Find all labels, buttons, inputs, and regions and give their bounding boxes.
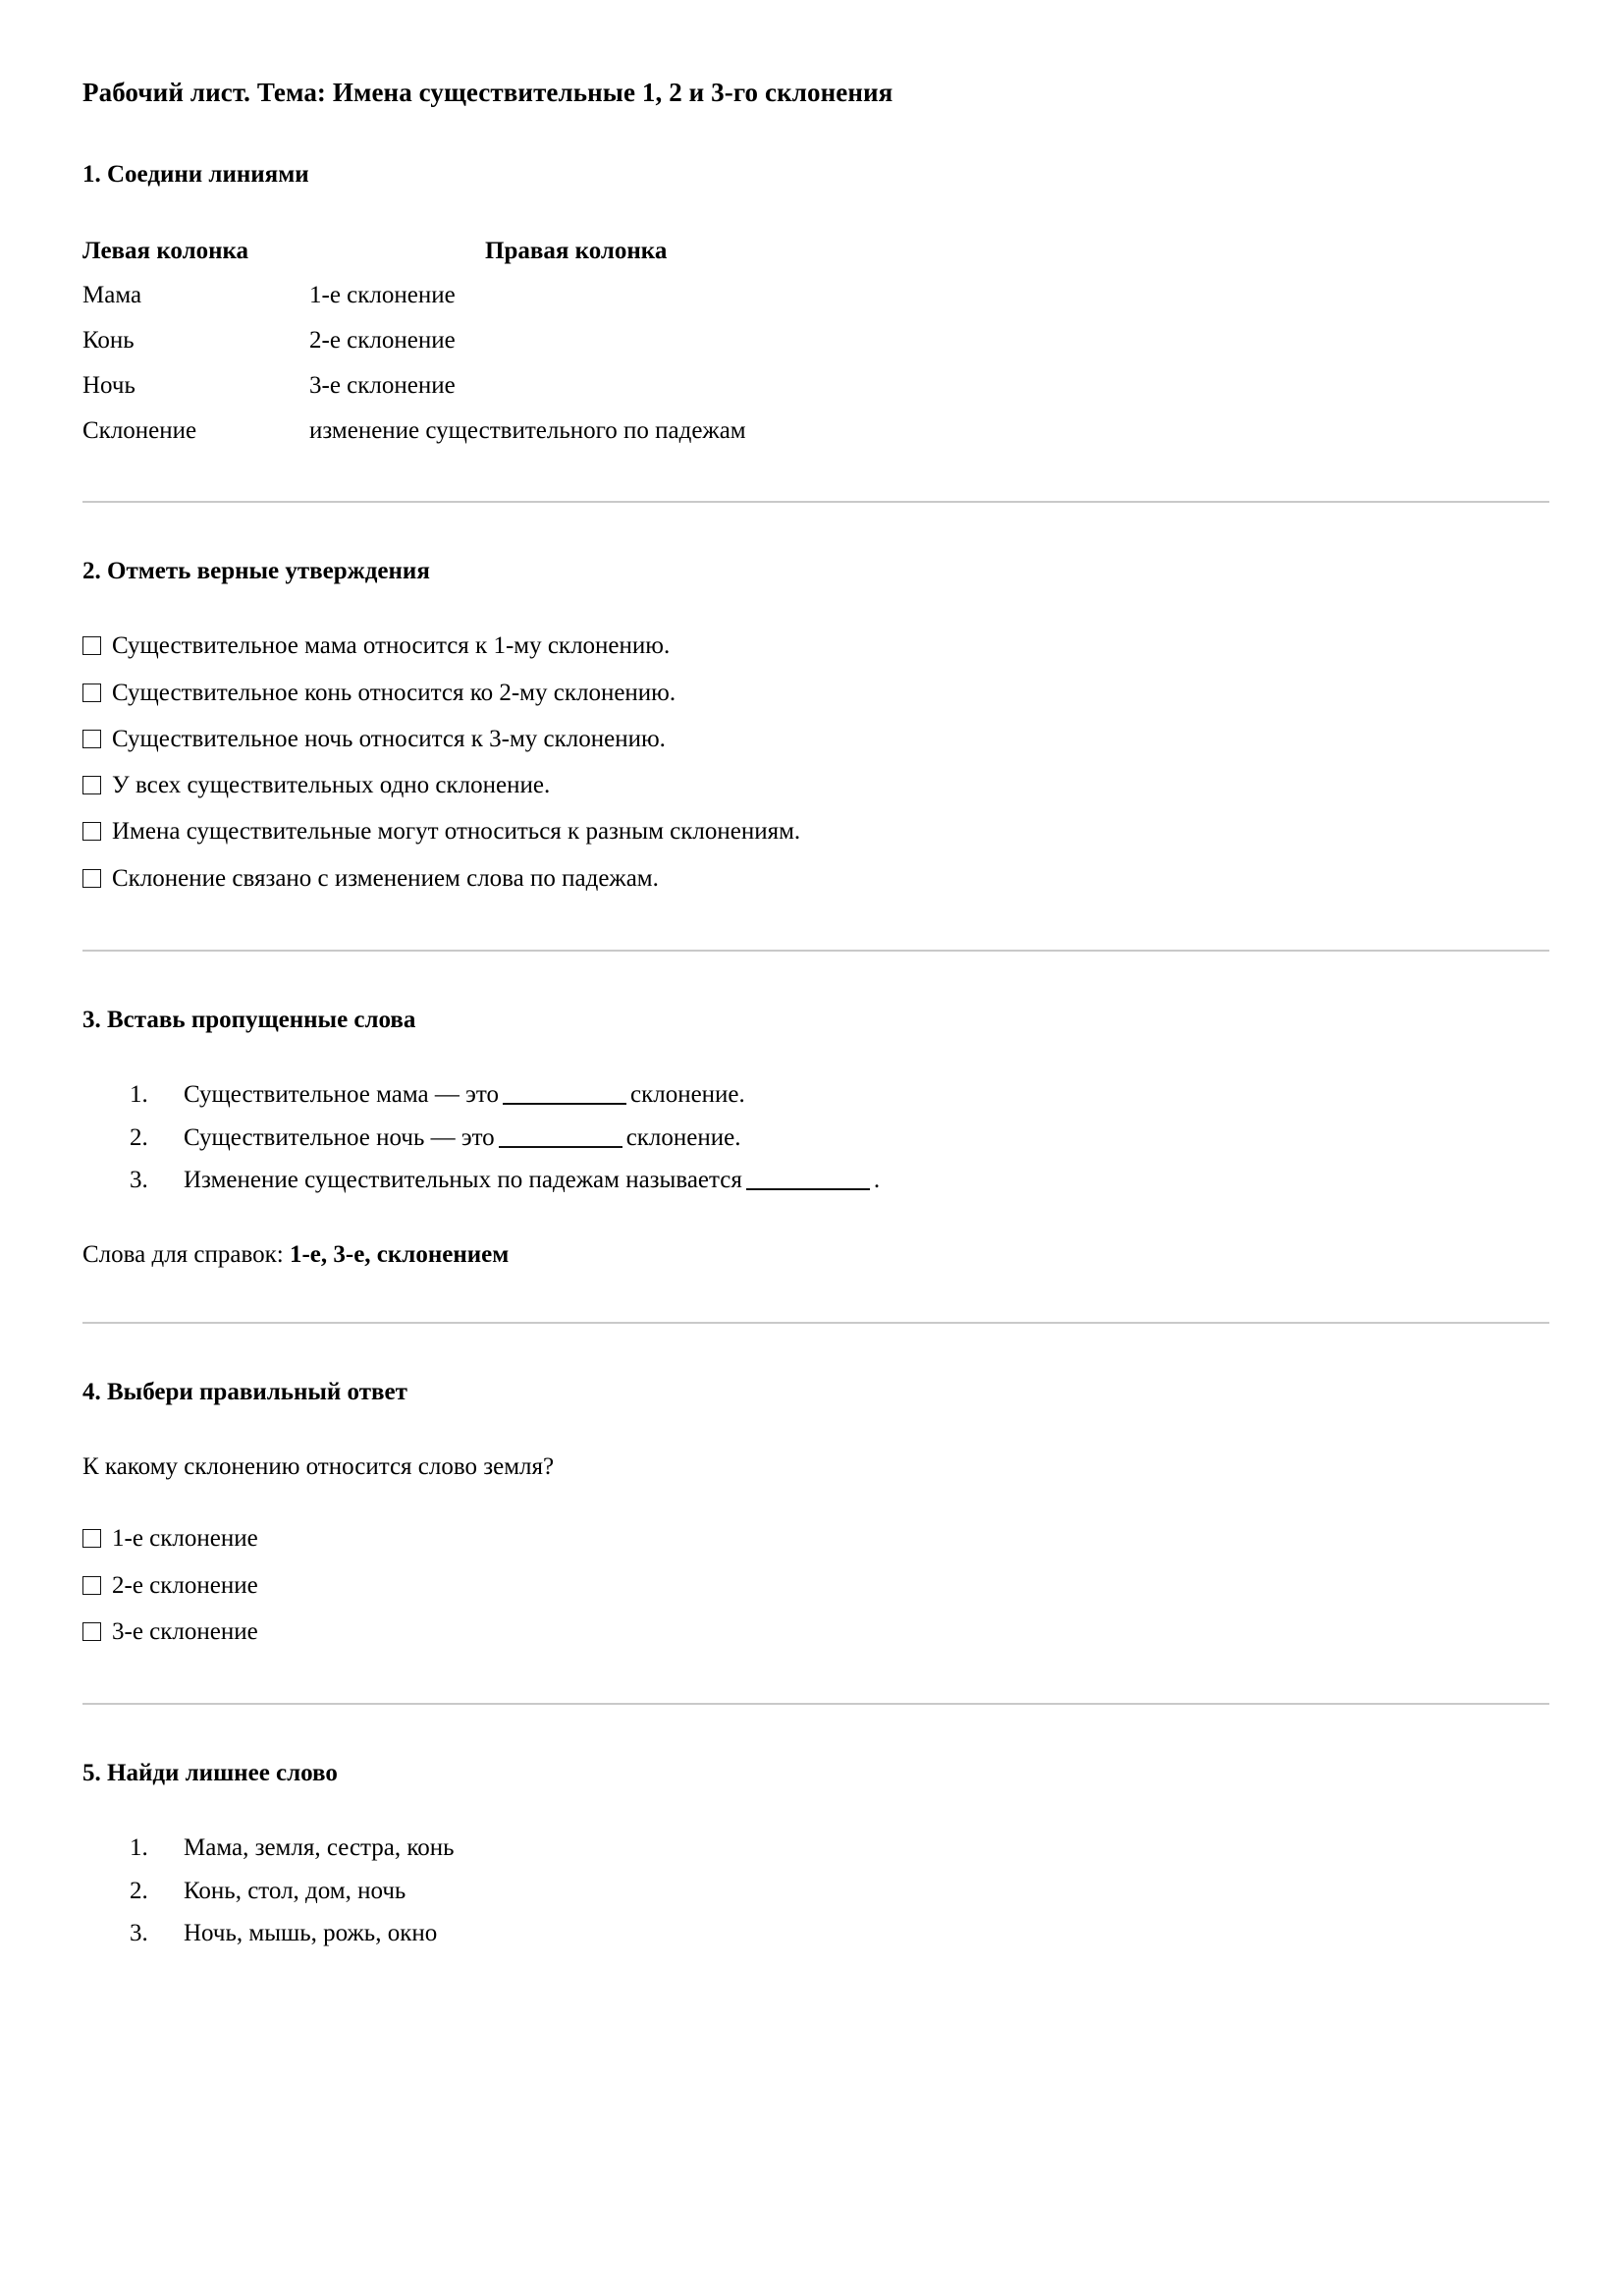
checkbox-icon[interactable] — [82, 1622, 101, 1641]
statement-checkbox-list — [82, 629, 1549, 895]
section-2-heading: 2. Отметь верные утверждения — [82, 558, 430, 584]
list-item[interactable] — [82, 1875, 1549, 1908]
list-item[interactable] — [82, 862, 1549, 895]
question-text: К какому склонению относится слово земля? — [82, 1453, 555, 1480]
fill-blank-field[interactable] — [503, 1103, 626, 1105]
section-4-heading: 4. Выбери правильный ответ — [82, 1378, 407, 1405]
table-row[interactable] — [82, 367, 746, 412]
section-1-match-lines — [82, 159, 1549, 458]
word-group-text: Конь, стол, дом, ночь — [184, 1877, 406, 1904]
checkbox-icon[interactable] — [82, 1576, 101, 1595]
checkbox-icon[interactable] — [82, 1529, 101, 1548]
fill-blank-list — [82, 1078, 1549, 1197]
option-label: 2-е склонение — [112, 1571, 258, 1599]
blank-prefix-text: Изменение существительных по падежам называется — [184, 1167, 742, 1193]
section-4-multiple-choice — [82, 1377, 1549, 1648]
match-left-item[interactable]: Конь — [82, 327, 135, 354]
column-header-left: Левая колонка — [82, 238, 249, 264]
list-item[interactable] — [82, 677, 1549, 709]
list-item[interactable] — [82, 1164, 1549, 1197]
blank-suffix-text: . — [873, 1167, 881, 1193]
fill-blank-field[interactable] — [499, 1146, 622, 1148]
checkbox-icon[interactable] — [82, 730, 101, 748]
list-item[interactable] — [82, 1917, 1549, 1950]
list-item[interactable] — [82, 723, 1549, 755]
match-right-item[interactable]: изменение существительного по падежам — [309, 417, 746, 444]
table-row[interactable] — [82, 277, 746, 322]
word-group-text: Ночь, мышь, рожь, окно — [184, 1920, 438, 1947]
checkbox-icon[interactable] — [82, 683, 101, 702]
statement-label: Существительное ночь относится к 3-му склонению. — [112, 725, 666, 752]
match-right-item[interactable]: 1-е склонение — [309, 282, 456, 308]
checkbox-icon[interactable] — [82, 636, 101, 655]
checkbox-icon[interactable] — [82, 776, 101, 794]
list-item[interactable] — [82, 1831, 1549, 1865]
list-item[interactable] — [82, 1121, 1549, 1155]
word-bank-label: Слова для справок: — [82, 1240, 290, 1268]
statement-label: Существительное конь относится ко 2-му склонению. — [112, 679, 676, 706]
page-title: Рабочий лист. Тема: Имена существительные 1, 2 и 3-го склонения — [82, 78, 893, 107]
column-header-right: Правая колонка — [485, 238, 668, 264]
list-item[interactable] — [82, 1615, 1549, 1648]
table-row[interactable] — [82, 412, 746, 458]
section-1-heading: 1. Соедини линиями — [82, 160, 309, 188]
statement-label: Склонение связано с изменением слова по падежам. — [112, 864, 659, 892]
word-bank-words: 1-е, 3-е, склонением — [289, 1240, 510, 1268]
section-5-odd-one-out — [82, 1758, 1549, 1950]
fill-blank-field[interactable] — [746, 1188, 870, 1190]
word-bank-line — [82, 1238, 1549, 1271]
match-left-item[interactable]: Мама — [82, 282, 142, 308]
answer-option-list — [82, 1522, 1549, 1648]
blank-suffix-text: склонение. — [629, 1081, 745, 1108]
match-right-item[interactable]: 2-е склонение — [309, 327, 456, 354]
list-item[interactable] — [82, 1569, 1549, 1602]
section-2-true-statements — [82, 556, 1549, 895]
list-item[interactable] — [82, 629, 1549, 662]
blank-prefix-text: Существительное ночь — это — [184, 1123, 495, 1151]
match-left-item[interactable]: Ночь — [82, 372, 135, 399]
list-item[interactable] — [82, 1078, 1549, 1112]
statement-label: Имена существительные могут относиться к разным склонениям. — [112, 818, 801, 846]
statement-label: Существительное мама относится к 1-му склонению. — [112, 632, 671, 660]
matching-table — [82, 235, 746, 458]
odd-word-list — [82, 1831, 1549, 1950]
statement-label: У всех существительных одно склонение. — [112, 772, 551, 798]
word-group-text: Мама, земля, сестра, конь — [184, 1834, 455, 1862]
match-right-item[interactable]: 3-е склонение — [309, 372, 456, 399]
list-item[interactable] — [82, 815, 1549, 847]
match-left-item[interactable]: Склонение — [82, 417, 197, 444]
checkbox-icon[interactable] — [82, 869, 101, 888]
list-item[interactable] — [82, 769, 1549, 801]
checkbox-icon[interactable] — [82, 822, 101, 841]
section-5-heading: 5. Найди лишнее слово — [82, 1760, 338, 1786]
table-header-row — [82, 235, 746, 277]
section-3-fill-blanks — [82, 1005, 1549, 1271]
blank-suffix-text: склонение. — [625, 1123, 741, 1151]
option-label: 1-е склонение — [112, 1525, 258, 1553]
table-row[interactable] — [82, 322, 746, 367]
section-3-heading: 3. Вставь пропущенные слова — [82, 1006, 416, 1033]
option-label: 3-е склонение — [112, 1617, 258, 1645]
blank-prefix-text: Существительное мама — это — [184, 1081, 499, 1108]
list-item[interactable] — [82, 1522, 1549, 1555]
